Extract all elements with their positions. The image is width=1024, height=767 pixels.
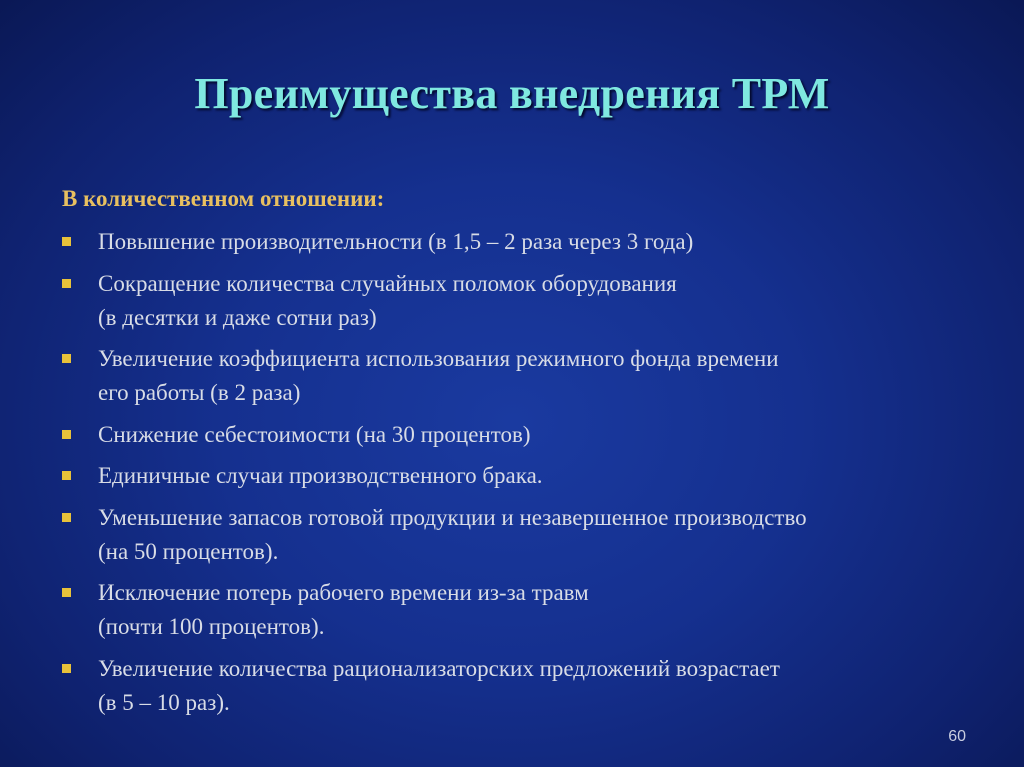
square-bullet-icon — [62, 430, 71, 439]
bullet-text-line1: Уменьшение запасов готовой продукции и незавершенное производство — [98, 504, 807, 530]
bullet-text-line2: его работы (в 2 раза) — [98, 380, 301, 405]
bullet-text-line2: (почти 100 процентов). — [98, 614, 325, 639]
section-heading: В количественном отношении: — [62, 186, 385, 211]
bullet-text-line2: (в десятки и даже сотни раз) — [98, 304, 377, 330]
bullet-text-line2: (на 50 процентов). — [98, 538, 279, 564]
bullet-text-line1: Повышение производительности (в 1,5 – 2 раза через 3 года) — [98, 229, 694, 254]
bullet-item — [62, 652, 982, 720]
bullet-item — [62, 576, 982, 644]
square-bullet-icon — [62, 513, 71, 522]
bullet-text-line1: Увеличение коэффициента использования режимного фонда времени — [98, 346, 779, 371]
bullet-text-line1: Снижение себестоимости (на 30 процентов) — [98, 421, 531, 447]
bullet-text-line1: Единичные случаи производственного брака. — [98, 463, 543, 488]
square-bullet-icon — [62, 237, 71, 246]
bullet-item — [62, 418, 982, 452]
bullet-item — [62, 267, 982, 335]
square-bullet-icon — [62, 279, 71, 288]
bullet-text-line1: Сокращение количества случайных поломок оборудования — [98, 270, 677, 296]
bullet-item — [62, 501, 982, 569]
bullet-text-line2: (в 5 – 10 раз). — [98, 689, 230, 715]
bullet-item — [62, 342, 982, 410]
square-bullet-icon — [62, 588, 71, 597]
square-bullet-icon — [62, 664, 71, 673]
bullet-list — [62, 225, 982, 727]
bullet-text-line1: Увеличение количества рационализаторских предложений возрастает — [98, 655, 780, 681]
bullet-item — [62, 459, 982, 493]
square-bullet-icon — [62, 354, 71, 363]
bullet-item — [62, 225, 982, 259]
slide-title: Преимущества внедрения ТРМ — [194, 69, 830, 118]
square-bullet-icon — [62, 471, 71, 480]
page-number: 60 — [948, 728, 966, 745]
bullet-text-line1: Исключение потерь рабочего времени из-за травм — [98, 580, 589, 605]
